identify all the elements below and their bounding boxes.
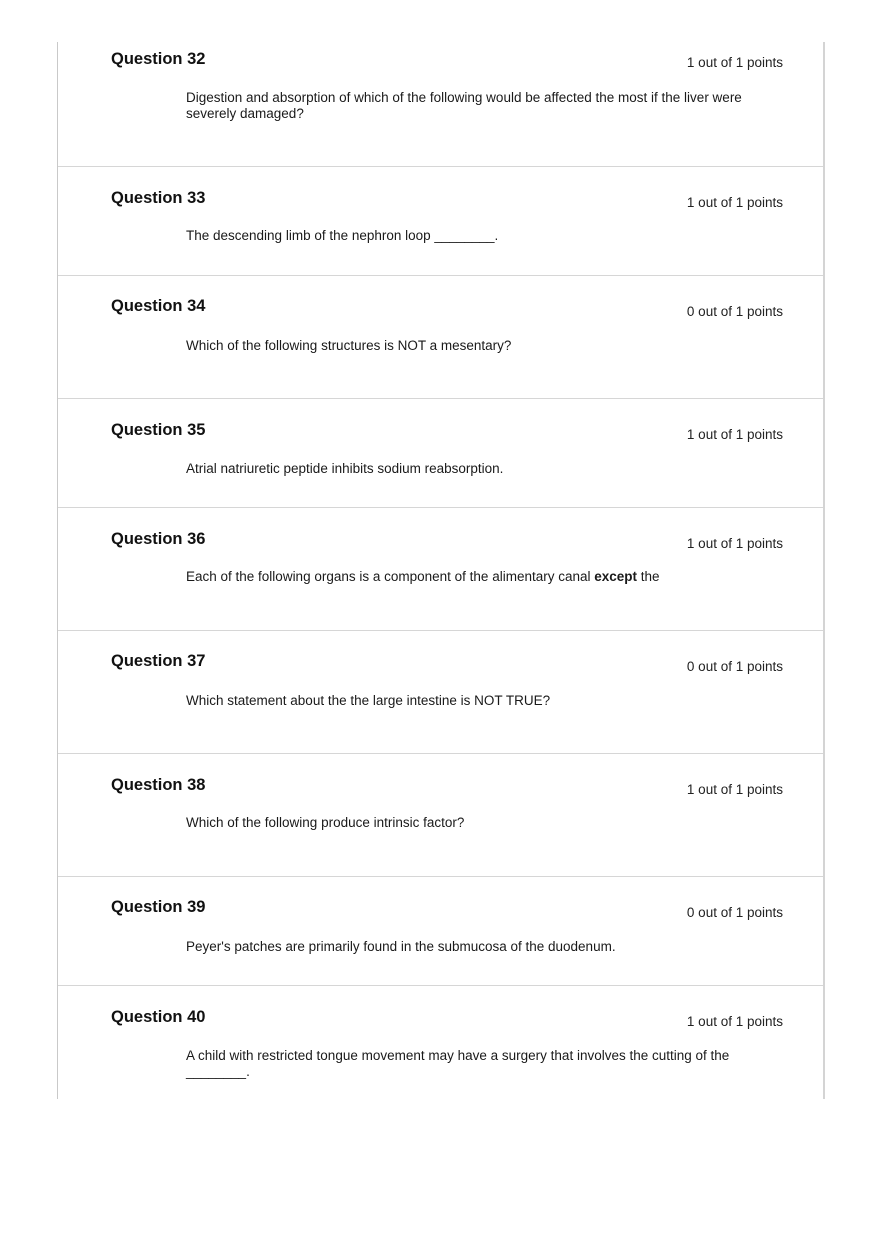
question-points: 1 out of 1 points: [686, 782, 783, 797]
question-text-part: the: [637, 569, 660, 584]
question-block-40: [58, 986, 823, 1099]
question-text-emphasis: except: [594, 569, 638, 584]
question-points: 1 out of 1 points: [686, 1014, 783, 1029]
questions-panel: [57, 42, 825, 1099]
question-block-37: [58, 631, 823, 754]
question-title: Question 37: [111, 652, 206, 670]
question-text: Atrial natriuretic peptide inhibits sodium reabsorption.: [186, 461, 504, 476]
question-title: Question 33: [111, 189, 206, 207]
question-block-35: [58, 399, 823, 508]
question-points: 0 out of 1 points: [686, 905, 783, 920]
question-text: Which of the following structures is NOT a mesentary?: [186, 338, 512, 353]
question-title: Question 35: [111, 421, 206, 439]
question-title: Question 38: [111, 776, 206, 794]
question-points: 0 out of 1 points: [686, 304, 783, 319]
question-title: Question 34: [111, 297, 206, 315]
question-text: [186, 569, 786, 585]
question-text: Which of the following produce intrinsic factor?: [186, 815, 465, 830]
question-text: The descending limb of the nephron loop ________.: [186, 228, 499, 243]
question-text: Which statement about the the large intestine is NOT TRUE?: [186, 693, 551, 708]
question-block-38: [58, 754, 823, 877]
question-title: Question 36: [111, 530, 206, 548]
question-text: A child with restricted tongue movement may have a surgery that involves the cutting of the ________.: [186, 1048, 730, 1079]
question-title: Question 39: [111, 898, 206, 916]
question-title: Question 40: [111, 1008, 206, 1026]
question-points: 1 out of 1 points: [686, 427, 783, 442]
question-block-34: [58, 276, 823, 399]
question-text-part: Each of the following organs is a component of the alimentary canal: [186, 569, 595, 584]
question-points: 1 out of 1 points: [686, 536, 783, 551]
question-points: 1 out of 1 points: [686, 55, 783, 70]
question-text: Digestion and absorption of which of the following would be affected the most if the liver were severely damaged?: [186, 90, 742, 121]
question-points: 1 out of 1 points: [686, 195, 783, 210]
question-block-33: [58, 167, 823, 276]
question-points: 0 out of 1 points: [686, 659, 783, 674]
question-text: Peyer's patches are primarily found in the submucosa of the duodenum.: [186, 939, 616, 954]
question-block-36: [58, 508, 823, 631]
question-block-39: [58, 877, 823, 986]
question-block-32: [58, 42, 823, 167]
question-title: Question 32: [111, 50, 206, 68]
